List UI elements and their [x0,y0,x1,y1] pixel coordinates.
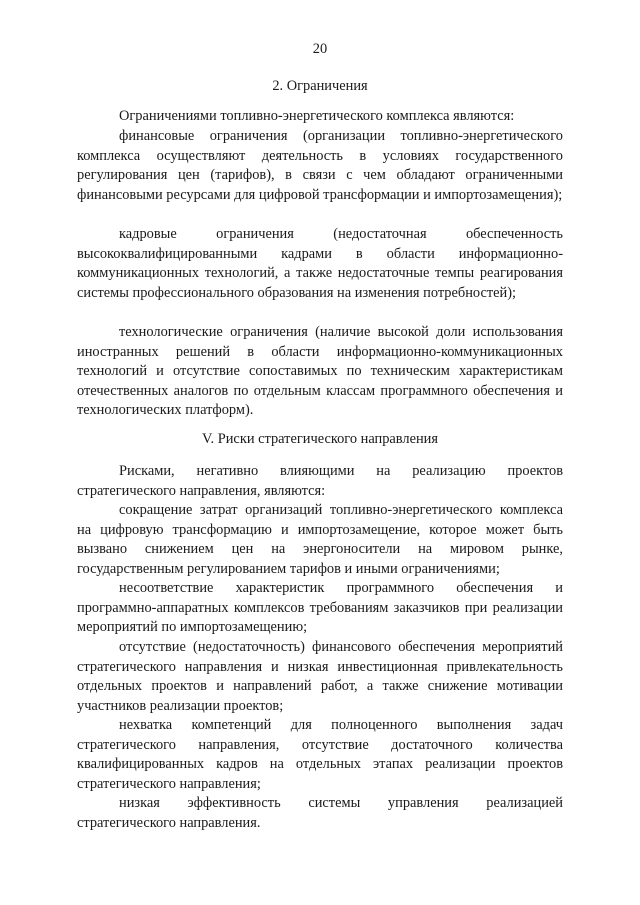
paragraph-financial-constraints: финансовые ограничения (организации топливно-энергетического комплекса осуществляют деятельность в условиях государственного регулирования цен (тарифов), в связи с чем обладают ограниченными финансовыми ресурсами для цифровой трансформации и импортозамещения); [77,128,563,203]
paragraph-risk-funding: отсутствие (недостаточность) финансового обеспечения мероприятий стратегического направления и низкая инвестиционная привлекательность отдельных проектов и направлений работ, а также снижение мотивации участников реализации проектов; [77,639,563,714]
paragraph-staff-constraints: кадровые ограничения (недостаточная обеспеченность высококвалифицированными кадрами в области информационно-коммуникационных технологий, а также недостаточные темпы реагирования системы профессионального образования на изменения потребностей); [77,226,563,301]
section-heading-constraints: 2. Ограничения [272,78,368,94]
section-heading-risks: V. Риски стратегического направления [202,431,438,447]
paragraph-risk-cost-reduction: сокращение затрат организаций топливно-энергетического комплекса на цифровую трансформацию и импортозамещение, которое может быть вызвано снижением цен на энергоносители на мировом рынке, государственным регулированием тарифов и иными ограничениями; [77,502,563,577]
paragraph-constraints-intro: Ограничениями топливно-энергетического комплекса являются: [119,108,515,124]
paragraph-risks-intro: Рисками, негативно влияющими на реализацию проектов стратегического направления, являются: [77,463,563,499]
paragraph-technological-constraints: технологические ограничения (наличие высокой доли использования иностранных решений в области информационно-коммуникационных технологий и отсутствие сопоставимых по техническим характеристикам отечественных аналогов по отдельным классам программного обеспечения и технологических платформ). [77,324,563,419]
page-number: 20 [312,41,328,57]
paragraph-risk-competence: нехватка компетенций для полноценного выполнения задач стратегического направления, отсутствие достаточного количества квалифицированных кадров на отдельных этапах реализации проектов стратегического направления; [77,717,563,792]
paragraph-risk-software-mismatch: несоответствие характеристик программного обеспечения и программно-аппаратных комплексов требованиям заказчиков при реализации мероприятий по импортозамещению; [77,580,563,636]
paragraph-risk-management-efficiency: низкая эффективность системы управления реализацией стратегического направления. [77,795,563,831]
